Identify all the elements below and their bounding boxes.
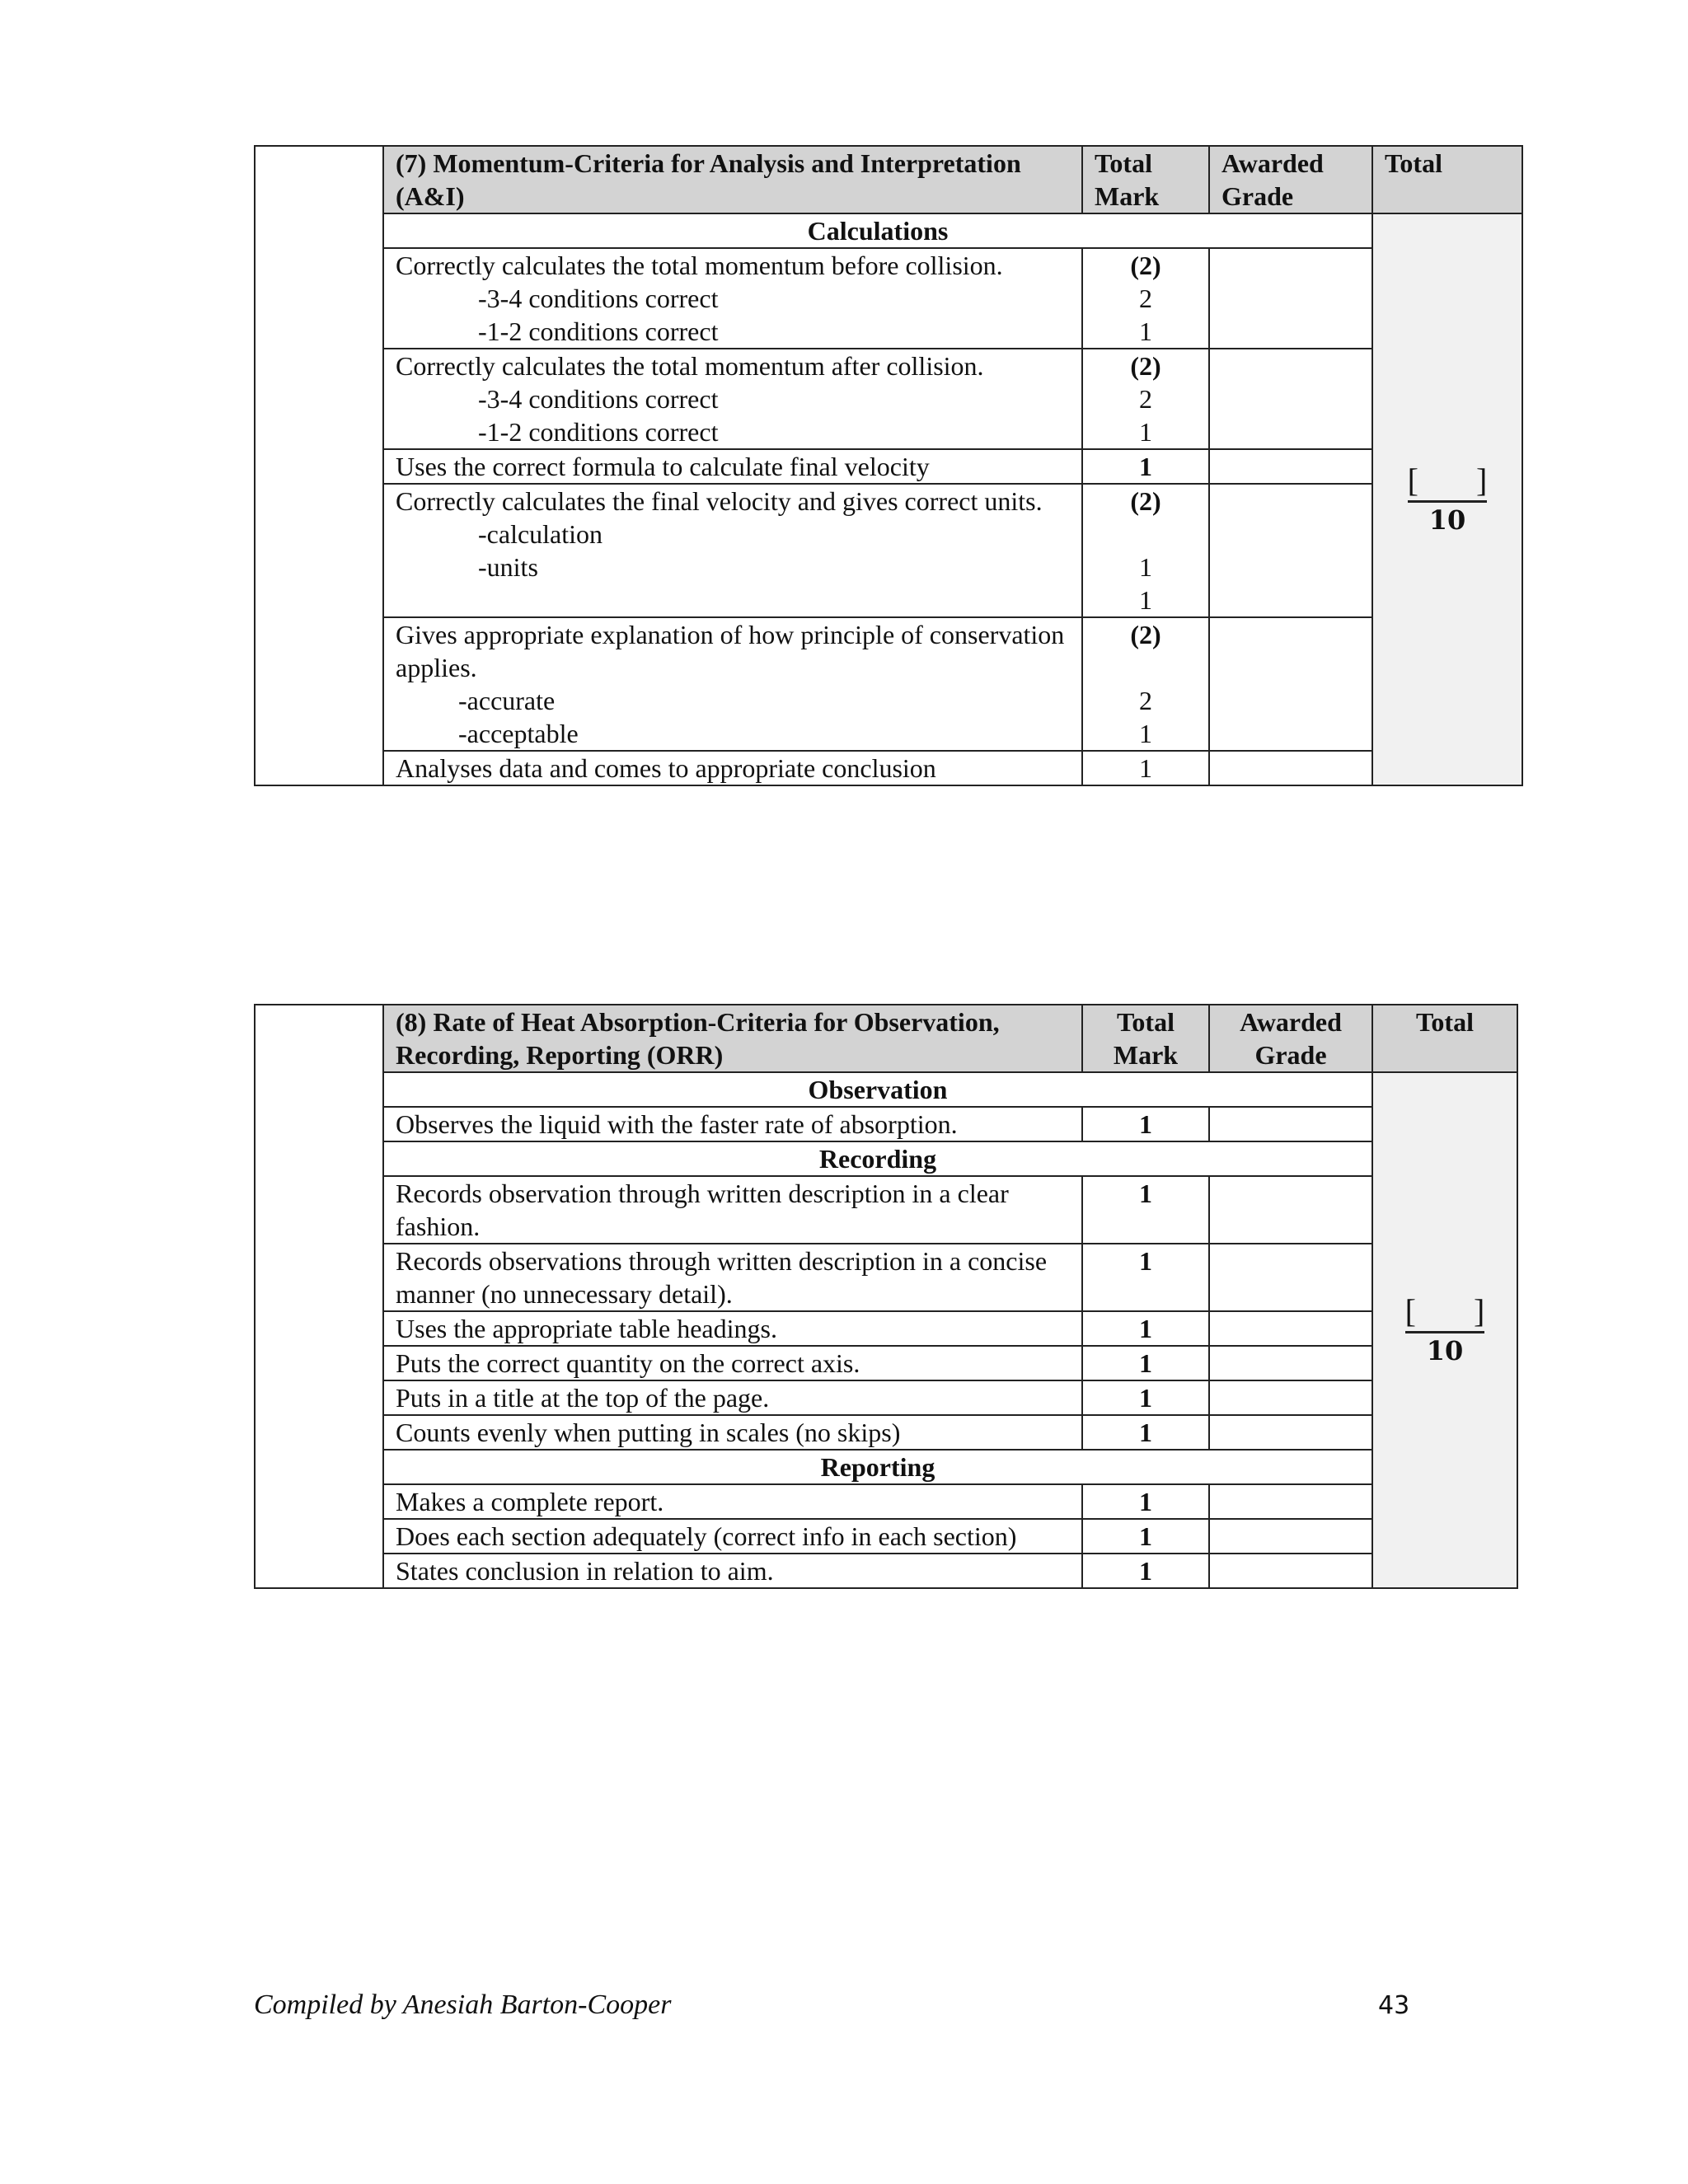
grade-entry-cell[interactable] <box>1209 1244 1372 1311</box>
mark-value: 1 <box>1139 1521 1152 1551</box>
grade-entry-cell[interactable] <box>1209 1380 1372 1415</box>
grade-entry-cell[interactable] <box>1209 1484 1372 1519</box>
table-row <box>255 751 1522 785</box>
sub-mark: 2 <box>1139 686 1152 715</box>
criterion-cell <box>383 617 1082 751</box>
table-row <box>255 1415 1517 1450</box>
mark-cell <box>1082 449 1209 484</box>
score-blank: [ ] <box>1407 461 1488 499</box>
mark-cell <box>1082 1346 1209 1380</box>
score-blank: [ ] <box>1404 1291 1485 1329</box>
mark-value: (2) <box>1130 351 1161 381</box>
section-reporting: Reporting <box>383 1450 1372 1484</box>
criterion-text: Does each section adequately (correct info in each section) <box>383 1519 1082 1554</box>
mark-cell <box>1082 1554 1209 1588</box>
mark-value: 1 <box>1139 1348 1152 1378</box>
mark-cell <box>1082 248 1209 349</box>
mark-value: (2) <box>1130 620 1161 649</box>
criterion-text: Records observations through written description in a concise manner (no unnecessary detail). <box>383 1244 1082 1311</box>
table-row <box>255 1311 1517 1346</box>
sub-mark: 1 <box>1139 316 1152 346</box>
mark-cell <box>1082 1380 1209 1415</box>
grade-entry-cell[interactable] <box>1209 617 1372 751</box>
criterion-cell <box>383 484 1082 617</box>
table-header-row <box>255 1005 1517 1072</box>
mark-value: 1 <box>1139 1109 1152 1139</box>
grade-entry-cell[interactable] <box>1209 1107 1372 1141</box>
student-name-cell <box>255 146 383 785</box>
grade-entry-cell[interactable] <box>1209 1519 1372 1554</box>
mark-cell <box>1082 349 1209 449</box>
section-observation: Observation <box>383 1072 1372 1107</box>
table-row <box>255 1346 1517 1380</box>
mark-cell <box>1082 1107 1209 1141</box>
grade-entry-cell[interactable] <box>1209 1415 1372 1450</box>
sub-mark: 2 <box>1139 284 1152 313</box>
table-row <box>255 1380 1517 1415</box>
table-row <box>255 1244 1517 1311</box>
sub-criterion: -acceptable <box>458 719 579 748</box>
mark-value: 1 <box>1082 751 1209 785</box>
section-row <box>255 1072 1517 1107</box>
mark-cell <box>1082 1176 1209 1244</box>
mark-value: (2) <box>1130 251 1161 280</box>
criterion-text: Correctly calculates the total momentum before collision. <box>396 251 1003 280</box>
total-score-cell <box>1372 1072 1517 1588</box>
total-mark-header: Total Mark <box>1082 146 1209 213</box>
sub-criterion: -calculation <box>478 519 603 549</box>
rubric-title: (7) Momentum-Criteria for Analysis and Interpretation (A&I) <box>383 146 1082 213</box>
section-recording: Recording <box>383 1141 1372 1176</box>
section-row <box>255 213 1522 248</box>
momentum-rubric-table <box>254 145 1523 786</box>
sub-criterion: -units <box>478 552 538 582</box>
table-row <box>255 484 1522 617</box>
grade-entry-cell[interactable] <box>1209 484 1372 617</box>
sub-mark: 1 <box>1139 719 1152 748</box>
mark-cell <box>1082 617 1209 751</box>
criterion-text: States conclusion in relation to aim. <box>383 1554 1082 1588</box>
table-row <box>255 1176 1517 1244</box>
mark-cell <box>1082 1519 1209 1554</box>
mark-value: 1 <box>1139 1383 1152 1413</box>
mark-value: 1 <box>1139 1246 1152 1276</box>
total-score-cell <box>1372 213 1522 785</box>
criterion-text: Puts in a title at the top of the page. <box>383 1380 1082 1415</box>
awarded-grade-header: Awarded Grade <box>1209 1005 1372 1072</box>
heat-absorption-rubric-table <box>254 1004 1518 1589</box>
criterion-text: Correctly calculates the total momentum after collision. <box>396 351 984 381</box>
grade-entry-cell[interactable] <box>1209 449 1372 484</box>
mark-value: (2) <box>1130 486 1161 516</box>
mark-cell <box>1082 1244 1209 1311</box>
criterion-text: Makes a complete report. <box>383 1484 1082 1519</box>
grade-entry-cell[interactable] <box>1209 1176 1372 1244</box>
total-header: Total <box>1372 1005 1517 1072</box>
section-row <box>255 1141 1517 1176</box>
table-row <box>255 617 1522 751</box>
mark-value: 1 <box>1139 1487 1152 1516</box>
mark-cell <box>1082 1484 1209 1519</box>
score-out-of: 10 <box>1426 1334 1464 1366</box>
awarded-grade-header: Awarded Grade <box>1209 146 1372 213</box>
criterion-text: Uses the correct formula to calculate final velocity <box>383 449 1082 484</box>
table-row <box>255 449 1522 484</box>
total-header: Total <box>1372 146 1522 213</box>
sub-mark: 1 <box>1139 552 1152 582</box>
mark-value: 1 <box>1139 1556 1152 1586</box>
table-row <box>255 248 1522 349</box>
grade-entry-cell[interactable] <box>1209 349 1372 449</box>
mark-value: 1 <box>1139 1314 1152 1343</box>
table-row <box>255 1554 1517 1588</box>
footer-credit: Compiled by Anesiah Barton-Cooper <box>254 1990 672 2020</box>
score-fraction <box>1400 1293 1490 1368</box>
criterion-text: Uses the appropriate table headings. <box>383 1311 1082 1346</box>
sub-mark: 1 <box>1139 585 1152 615</box>
mark-value: 1 <box>1139 1179 1152 1208</box>
sub-mark: 1 <box>1139 417 1152 447</box>
score-fraction <box>1403 462 1493 537</box>
criterion-cell <box>383 248 1082 349</box>
sub-mark: 2 <box>1139 384 1152 414</box>
mark-cell <box>1082 484 1209 617</box>
sub-criterion: -3-4 conditions correct <box>478 284 719 313</box>
criterion-text: Records observation through written description in a clear fashion. <box>383 1176 1082 1244</box>
criterion-text: Gives appropriate explanation of how principle of conservation applies. <box>396 620 1065 682</box>
sub-criterion: -accurate <box>458 686 556 715</box>
criterion-cell <box>383 349 1082 449</box>
student-name-cell <box>255 1005 383 1588</box>
criterion-text: Correctly calculates the final velocity and gives correct units. <box>396 486 1043 516</box>
section-row <box>255 1450 1517 1484</box>
page-number: 43 <box>1378 1991 1410 2020</box>
grade-entry-cell[interactable] <box>1209 1346 1372 1380</box>
mark-value: 1 <box>1139 452 1152 481</box>
sub-criterion: -1-2 conditions correct <box>478 417 719 447</box>
mark-cell <box>1082 1415 1209 1450</box>
grade-entry-cell[interactable] <box>1209 1311 1372 1346</box>
mark-value: 1 <box>1139 1418 1152 1447</box>
table-row <box>255 1107 1517 1141</box>
sub-criterion: -1-2 conditions correct <box>478 316 719 346</box>
criterion-text: Puts the correct quantity on the correct axis. <box>383 1346 1082 1380</box>
criterion-text: Counts evenly when putting in scales (no skips) <box>383 1415 1082 1450</box>
sub-criterion: -3-4 conditions correct <box>478 384 719 414</box>
grade-entry-cell[interactable] <box>1209 248 1372 349</box>
grade-entry-cell[interactable] <box>1209 751 1372 785</box>
criterion-text: Observes the liquid with the faster rate of absorption. <box>383 1107 1082 1141</box>
grade-entry-cell[interactable] <box>1209 1554 1372 1588</box>
table-row <box>255 1484 1517 1519</box>
score-out-of: 10 <box>1428 504 1466 536</box>
criterion-text: Analyses data and comes to appropriate conclusion <box>383 751 1082 785</box>
table-row <box>255 349 1522 449</box>
table-row <box>255 1519 1517 1554</box>
mark-cell <box>1082 1311 1209 1346</box>
rubric-title: (8) Rate of Heat Absorption-Criteria for Observation, Recording, Reporting (ORR) <box>383 1005 1082 1072</box>
total-mark-header: Total Mark <box>1082 1005 1209 1072</box>
section-calculations: Calculations <box>383 213 1372 248</box>
table-header-row <box>255 146 1522 213</box>
